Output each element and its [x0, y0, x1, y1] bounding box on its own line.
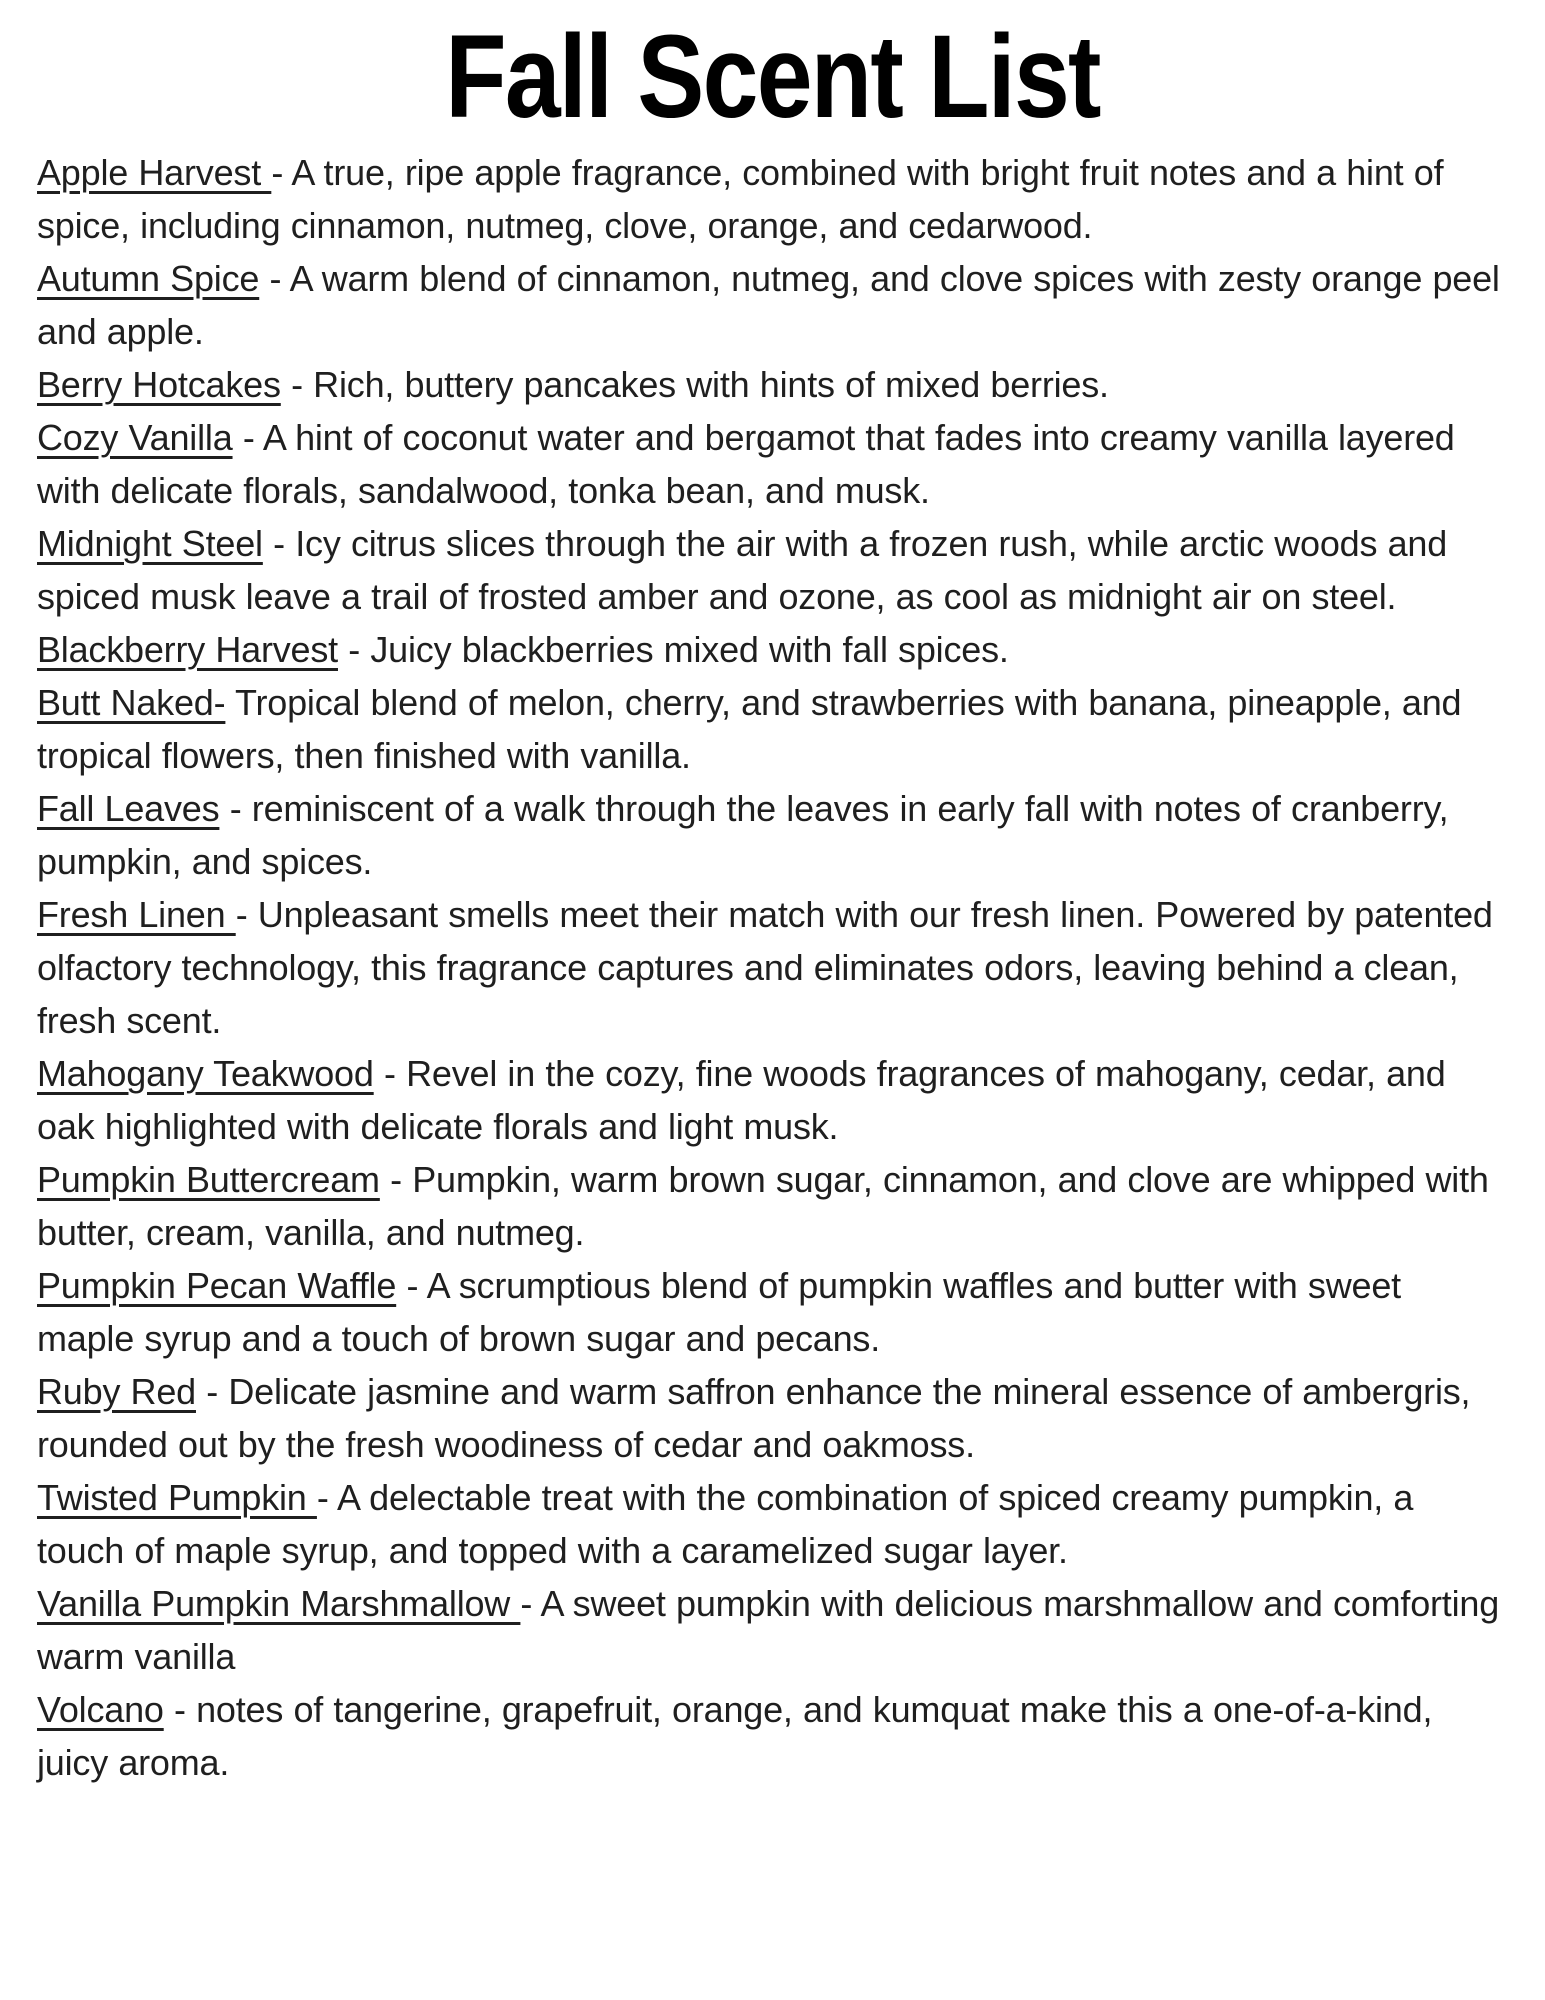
scent-entry-fall-leaves — [37, 782, 1508, 888]
scent-name: Midnight Steel — [37, 523, 263, 564]
scent-name: Fall Leaves — [37, 788, 220, 829]
scent-entry-cozy-vanilla — [37, 411, 1508, 517]
scent-name: Ruby Red — [37, 1371, 196, 1412]
scent-name: Berry Hotcakes — [37, 364, 281, 405]
scent-description: - Unpleasant smells meet their match with our fresh linen. Powered by patented olfactory technology, this fragrance captures and eliminates odors, leaving behind a clean, fresh scent. — [37, 894, 1493, 1041]
scent-description: - A warm blend of cinnamon, nutmeg, and clove spices with zesty orange peel and apple. — [37, 258, 1500, 352]
scent-description: - A scrumptious blend of pumpkin waffles and butter with sweet maple syrup and a touch of brown sugar and pecans. — [37, 1265, 1401, 1359]
scent-entry-ruby-red — [37, 1365, 1508, 1471]
scent-name: Twisted Pumpkin — [37, 1477, 317, 1518]
scent-entry-twisted-pumpkin — [37, 1471, 1508, 1577]
scent-description: - A sweet pumpkin with delicious marshmallow and comforting warm vanilla — [37, 1583, 1500, 1677]
scent-description: - Icy citrus slices through the air with a frozen rush, while arctic woods and spiced musk leave a trail of frosted amber and ozone, as cool as midnight air on steel. — [37, 523, 1448, 617]
scent-name: Cozy Vanilla — [37, 417, 233, 458]
scent-entry-mahogany-teakwood — [37, 1047, 1508, 1153]
scent-description: - Juicy blackberries mixed with fall spices. — [337, 629, 1009, 670]
scent-description: - Rich, buttery pancakes with hints of mixed berries. — [280, 364, 1109, 405]
scent-name: Pumpkin Pecan Waffle — [37, 1265, 397, 1306]
scent-name: Apple Harvest — [37, 152, 272, 193]
scent-entry-blackberry-harvest — [37, 623, 1508, 676]
scent-entry-pumpkin-buttercream — [37, 1153, 1508, 1259]
scent-entry-midnight-steel — [37, 517, 1508, 623]
scent-description: - reminiscent of a walk through the leaves in early fall with notes of cranberry, pumpkin, and spices. — [37, 788, 1449, 882]
scent-description: - A true, ripe apple fragrance, combined with bright fruit notes and a hint of spice, including cinnamon, nutmeg, clove, orange, and cedarwood. — [37, 152, 1444, 246]
scent-name: Mahogany Teakwood — [37, 1053, 374, 1094]
scent-name: Blackberry Harvest — [37, 629, 338, 670]
scent-description: - A hint of coconut water and bergamot that fades into creamy vanilla layered with delicate florals, sandalwood, tonka bean, and musk. — [37, 417, 1455, 511]
scent-description: - Revel in the cozy, fine woods fragrances of mahogany, cedar, and oak highlighted with delicate florals and light musk. — [37, 1053, 1446, 1147]
scent-description: Tropical blend of melon, cherry, and strawberries with banana, pineapple, and tropical flowers, then finished with vanilla. — [37, 682, 1462, 776]
scent-entry-fresh-linen — [37, 888, 1508, 1047]
scent-list — [37, 146, 1508, 1789]
scent-name: Volcano — [37, 1689, 164, 1730]
scent-entry-butt-naked — [37, 676, 1508, 782]
scent-entry-apple-harvest — [37, 146, 1508, 252]
scent-description: - notes of tangerine, grapefruit, orange, and kumquat make this a one-of-a-kind, juicy aroma. — [37, 1689, 1433, 1783]
scent-name: Butt Naked- — [37, 682, 226, 723]
scent-description: - A delectable treat with the combination of spiced creamy pumpkin, a touch of maple syrup, and topped with a caramelized sugar layer. — [37, 1477, 1414, 1571]
scent-description: - Pumpkin, warm brown sugar, cinnamon, and clove are whipped with butter, cream, vanilla, and nutmeg. — [37, 1159, 1489, 1253]
scent-name: Vanilla Pumpkin Marshmallow — [37, 1583, 521, 1624]
scent-entry-vanilla-pumpkin-marshmallow — [37, 1577, 1508, 1683]
scent-name: Autumn Spice — [37, 258, 260, 299]
scent-name: Fresh Linen — [37, 894, 236, 935]
scent-entry-pumpkin-pecan-waffle — [37, 1259, 1508, 1365]
scent-name: Pumpkin Buttercream — [37, 1159, 380, 1200]
scent-entry-volcano — [37, 1683, 1508, 1789]
scent-entry-autumn-spice — [37, 252, 1508, 358]
scent-description: - Delicate jasmine and warm saffron enhance the mineral essence of ambergris, rounded out by the fresh woodiness of cedar and oakmoss. — [37, 1371, 1471, 1465]
scent-entry-berry-hotcakes — [37, 358, 1508, 411]
page-title: Fall Scent List — [445, 11, 1100, 143]
